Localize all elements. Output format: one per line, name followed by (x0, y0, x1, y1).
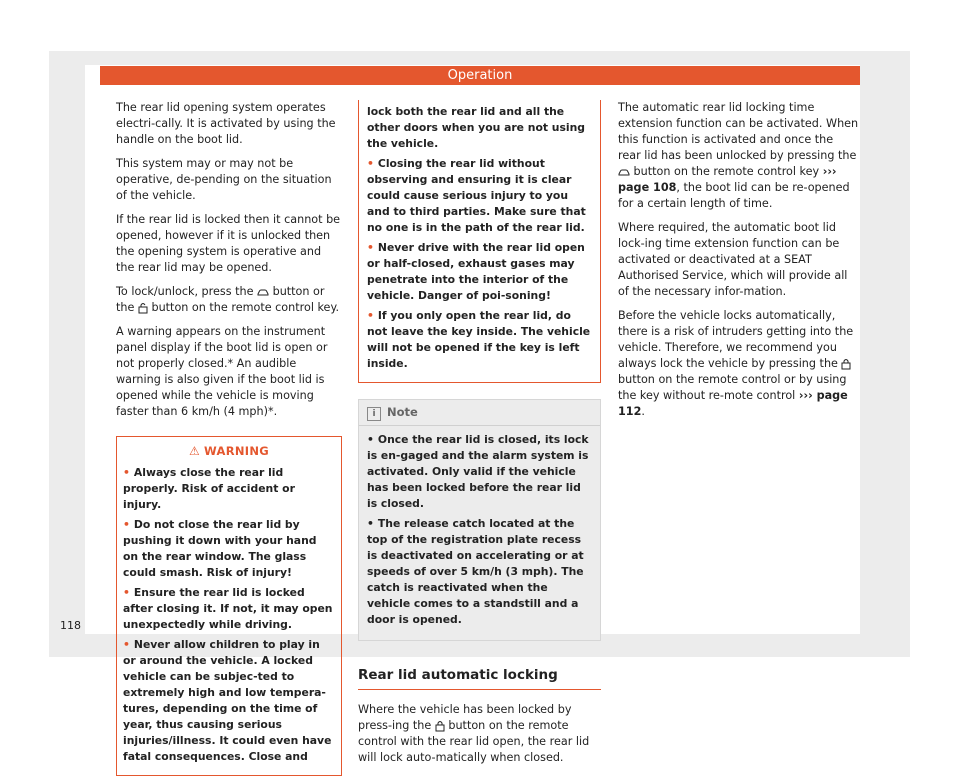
text: button on the remote control key (630, 165, 823, 178)
bullet-icon: • (123, 638, 130, 651)
paragraph (116, 284, 342, 316)
note-title-text: Note (387, 405, 418, 419)
text: Before the vehicle locks automatically, there is a risk of intruders getting into the vehicle. Therefore, we recommend you always lock the vehicle by pressing the (618, 309, 854, 370)
column-3 (618, 100, 859, 428)
list-item (359, 432, 600, 512)
bullet-icon: • (367, 241, 374, 254)
bullet-icon: • (123, 466, 130, 479)
paragraph: A warning appears on the instrument panel display if the boot lid is open or not properly closed.* An audible warning is also given if the boot lid is opened while the vehicle is moving faster than 6 km/h (4 mph)*. (116, 325, 328, 418)
list-item-text: Once the rear lid is closed, its lock is en-gaged and the alarm system is activated. Only valid if the vehicle has been locked before the rear lid is closed. (367, 433, 589, 510)
text: , the boot lid can be re-opened for a certain length of time. (618, 181, 850, 210)
list-item-text: Never allow children to play in or around the vehicle. A locked vehicle can be subjec-ted to extremely high and low tempera-tures, depending on the time of year, thus causing serious injuries/illness. It could even have fatal consequences. Close and (123, 638, 332, 763)
bullet-icon: • (367, 517, 374, 530)
paragraph: The rear lid opening system operates electri-cally. It is activated by using the handle on the boot lid. (116, 101, 336, 146)
bullet-icon: • (123, 586, 130, 599)
list-item-text: The release catch located at the top of the registration plate recess is deactivated on accelerating or at speeds of over 5 km/h (3 mph). The catch is reactivated when the vehicle comes to a standstill and a door is opened. (367, 517, 584, 626)
paragraph: Where required, the automatic boot lid lock-ing time extension function can be activated or deactivated at a SEAT Authorised Service, which will provide all of the necessary infor-mation. (618, 221, 848, 298)
list-item (123, 637, 335, 765)
text: . (641, 405, 645, 418)
list-item-text: If you only open the rear lid, do not leave the key inside. The vehicle will not be opened if the key is left inside. (367, 309, 591, 370)
text: To lock/unlock, press the (116, 285, 258, 298)
text: button on the remote control or by using the key without re-mote control (618, 373, 847, 402)
paragraph: If the rear lid is locked then it cannot be opened, however if it is unlocked then the opening system is operative and the rear lid may be opened. (116, 213, 341, 274)
info-icon: i (367, 407, 381, 421)
text: button on the remote control key. (147, 301, 340, 314)
warning-box-continued (358, 100, 601, 383)
list-item (367, 240, 592, 304)
list-item-text: Closing the rear lid without observing and ensuring it is clear could cause serious injury to you and to third parties. Make sure that no one is in the path of the rear lid. (367, 157, 586, 234)
note-box (358, 399, 601, 641)
list-item: lock both the rear lid and all the other doors when you are not using the vehicle. (367, 105, 586, 150)
text: Where the vehicle has been locked by press-ing the (358, 703, 572, 732)
list-item (123, 465, 335, 513)
page-header: Operation (100, 66, 860, 85)
list-item-text: Ensure the rear lid is locked after closing it. If not, it may open unexpectedly while driving. (123, 586, 333, 631)
list-item (123, 585, 335, 633)
bullet-icon: • (367, 309, 374, 322)
page-reference-link[interactable]: ››› page 108 (618, 165, 837, 194)
text: button or the (116, 285, 325, 314)
page-number: 118 (60, 619, 81, 632)
warning-title (123, 437, 335, 465)
text: button on the remote control with the rear lid open, the rear lid will lock auto-matically when closed. (358, 719, 590, 764)
column-1 (116, 100, 342, 776)
note-title (359, 400, 600, 426)
list-item (359, 516, 600, 628)
page-reference-link[interactable]: ››› page 112 (618, 389, 848, 418)
list-item-text: Always close the rear lid properly. Risk of accident or injury. (123, 466, 295, 511)
paragraph (618, 308, 859, 420)
list-item-text: Never drive with the rear lid open or half-closed, exhaust gases may penetrate into the interior of the vehicle. Danger of poi-soning! (367, 241, 585, 302)
section-title: Rear lid automatic locking (358, 667, 601, 690)
warning-box (116, 436, 342, 776)
list-item-text: Do not close the rear lid by pushing it down with your hand on the rear window. The glass could smash. Risk of injury! (123, 518, 317, 579)
warning-icon: ⚠ (188, 444, 201, 458)
warning-title-text: WARNING (204, 444, 270, 458)
list-item (367, 156, 592, 236)
bullet-icon: • (367, 433, 374, 446)
list-item (123, 517, 335, 581)
list-item (367, 308, 592, 372)
bullet-icon: • (123, 518, 130, 531)
bullet-icon: • (367, 157, 374, 170)
lock-icon (435, 720, 445, 732)
lock-icon (841, 358, 851, 370)
car-icon (257, 288, 269, 297)
car-icon (618, 168, 630, 177)
paragraph (618, 100, 859, 212)
text: The automatic rear lid locking time extension function can be activated. When this function is activated and once the rear lid has been unlocked by pressing the (618, 101, 859, 162)
column-2 (358, 100, 601, 774)
paragraph (358, 702, 601, 766)
lock-icon (138, 302, 148, 314)
paragraph: This system may or may not be operative, de-pending on the situation of the vehicle. (116, 157, 332, 202)
